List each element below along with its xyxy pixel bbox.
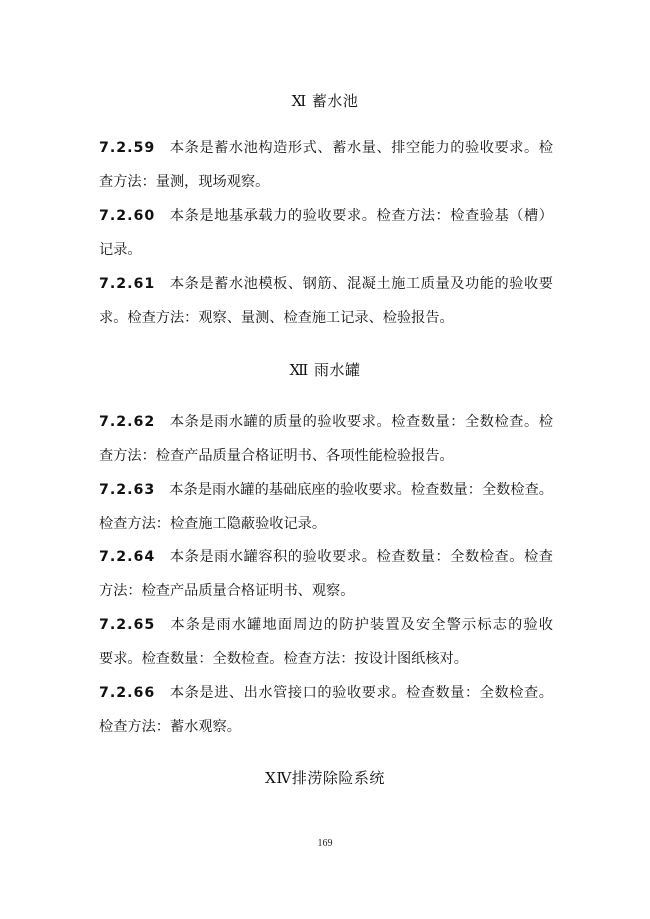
clause-text: 本条是地基承载力的验收要求。检查方法：检查验基（槽） (169, 208, 553, 224)
clause-text: 检查方法：检查施工隐蔽验收记录。 (99, 516, 327, 532)
clause-number: 7.2.65 (99, 617, 156, 633)
section-heading-drainage: ⅩⅣ排涝除险系统 (265, 769, 385, 787)
clause-text: 查方法：量测，现场观察。 (99, 174, 270, 190)
clause-7-2-60 (99, 199, 553, 267)
clause-text: 查方法：检查产品质量合格证明书、各项性能检验报告。 (99, 448, 454, 464)
clause-number: 7.2.60 (99, 208, 156, 224)
clause-text: 求。检查方法：观察、量测、检查施工记录、检验报告。 (99, 310, 454, 326)
clause-text: 本条是雨水罐的基础底座的验收要求。检查数量：全数检查。 (169, 482, 553, 498)
clause-number: 7.2.64 (99, 549, 156, 565)
clause-text: 方法：检查产品质量合格证明书、观察。 (99, 583, 355, 599)
section-heading-rain-barrel: Ⅻ 雨水罐 (289, 361, 361, 379)
clause-text: 本条是进、出水管接口的验收要求。检查数量：全数检查。 (169, 685, 553, 701)
page-number: 169 (317, 838, 333, 849)
clause-number: 7.2.59 (99, 140, 156, 156)
clause-7-2-65 (99, 608, 553, 676)
clause-7-2-66 (99, 676, 553, 744)
clause-text: 检查方法：蓄水观察。 (99, 719, 241, 735)
clause-text: 本条是蓄水池模板、钢筋、混凝土施工质量及功能的验收要 (169, 276, 553, 292)
clause-7-2-59 (99, 131, 553, 199)
clause-7-2-64 (99, 540, 553, 608)
clause-number: 7.2.62 (99, 414, 156, 430)
clause-7-2-61 (99, 267, 553, 335)
clause-text: 本条是雨水罐地面周边的防护装置及安全警示标志的验收 (169, 617, 553, 633)
clause-text: 本条是蓄水池构造形式、蓄水量、排空能力的验收要求。检 (169, 140, 553, 156)
clause-7-2-63 (99, 473, 553, 541)
clause-text: 记录。 (99, 242, 142, 258)
clause-text: 本条是雨水罐的质量的验收要求。检查数量：全数检查。检 (169, 414, 553, 430)
clause-number: 7.2.66 (99, 685, 156, 701)
clause-number: 7.2.61 (99, 276, 156, 292)
clause-text: 要求。检查数量：全数检查。检查方法：按设计图纸核对。 (99, 651, 468, 667)
section-heading-reservoir: Ⅺ 蓄水池 (291, 92, 359, 110)
clause-text: 本条是雨水罐容积的验收要求。检查数量：全数检查。检查 (169, 549, 553, 565)
clause-number: 7.2.63 (99, 482, 156, 498)
clause-7-2-62 (99, 405, 553, 473)
